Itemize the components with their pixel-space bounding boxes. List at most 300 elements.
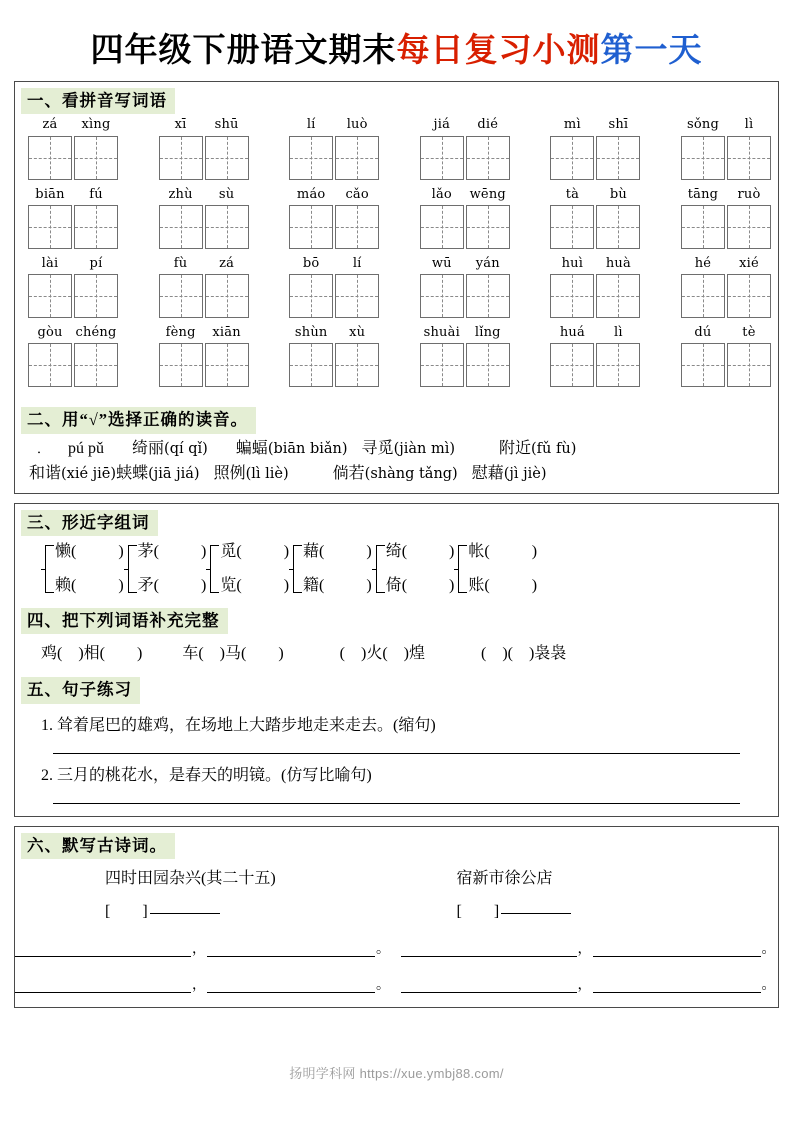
choice-pinyin: pú pǔ xyxy=(68,439,105,457)
pronunciation-choice-line-1 xyxy=(15,436,778,462)
pinyin-word-group xyxy=(288,257,380,318)
section-4-heading: 四、把下列词语补充完整 xyxy=(21,608,228,634)
tianzige-cell[interactable] xyxy=(466,136,510,180)
character-label: 览( xyxy=(220,577,242,595)
tianzige-cell[interactable] xyxy=(596,205,640,249)
pinyin-syllable: tāng xyxy=(687,186,719,202)
pinyin-word-group xyxy=(549,188,641,249)
pinyin-syllable: bù xyxy=(609,186,627,202)
tianzige-cell[interactable] xyxy=(550,274,594,318)
pinyin-syllable: xī xyxy=(174,117,187,133)
pinyin-syllable: fèng xyxy=(165,325,196,341)
tianzige-cell[interactable] xyxy=(289,136,333,180)
tianzige-cell[interactable] xyxy=(681,343,725,387)
similar-character-pair xyxy=(210,544,289,594)
pronunciation-choice-item[interactable] xyxy=(472,461,547,487)
paren-close: ) xyxy=(366,543,372,561)
tianzige-cell[interactable] xyxy=(74,136,118,180)
answer-line[interactable] xyxy=(53,753,740,754)
pinyin-syllable: bō xyxy=(302,255,320,271)
poem-title-right: 宿新市徐公店 xyxy=(456,869,553,887)
tianzige-cell[interactable] xyxy=(596,343,640,387)
similar-character-entry[interactable] xyxy=(138,544,207,560)
tianzige-cell[interactable] xyxy=(550,343,594,387)
tianzige-cell[interactable] xyxy=(159,343,203,387)
tianzige-cell[interactable] xyxy=(205,343,249,387)
tianzige-pair xyxy=(28,343,118,387)
pinyin-label xyxy=(158,188,250,202)
pinyin-syllable: shùn xyxy=(294,325,328,341)
brace-icon xyxy=(45,545,54,593)
similar-character-entry[interactable] xyxy=(386,544,455,560)
pinyin-word-group xyxy=(680,188,772,249)
pinyin-row xyxy=(27,257,772,318)
pronunciation-choice-line-2 xyxy=(15,461,778,493)
character-label: 绮( xyxy=(385,543,408,561)
tianzige-cell[interactable] xyxy=(74,205,118,249)
poem-answer-blank[interactable] xyxy=(15,992,191,993)
comma-mark: ， xyxy=(192,977,206,993)
tianzige-cell[interactable] xyxy=(596,274,640,318)
pinyin-label xyxy=(680,326,772,340)
section-1-heading: 一、看拼音写词语 xyxy=(21,88,175,114)
pinyin-label xyxy=(158,118,250,132)
pinyin-label xyxy=(27,188,119,202)
tianzige-pair xyxy=(420,343,510,387)
pinyin-syllable: lì xyxy=(614,325,623,341)
tianzige-cell[interactable] xyxy=(289,343,333,387)
tianzige-pair xyxy=(550,205,640,249)
similar-character-entry[interactable] xyxy=(468,544,537,560)
poem-answer-blank[interactable] xyxy=(15,956,191,957)
poem-answer-blank[interactable] xyxy=(593,956,761,957)
tianzige-cell[interactable] xyxy=(28,136,72,180)
similar-character-entry[interactable] xyxy=(138,578,207,594)
tianzige-cell[interactable] xyxy=(420,343,464,387)
pronunciation-choice-item[interactable] xyxy=(116,461,200,487)
page-title-red-segment: 每日复习小测 xyxy=(396,33,601,69)
tianzige-pair xyxy=(420,205,510,249)
pinyin-syllable: shū xyxy=(214,117,239,133)
choice-pinyin: (jiàn mì) xyxy=(393,440,455,457)
pinyin-word-group xyxy=(27,188,119,249)
tianzige-cell[interactable] xyxy=(28,343,72,387)
tianzige-cell[interactable] xyxy=(681,274,725,318)
tianzige-cell[interactable] xyxy=(550,205,594,249)
tianzige-cell[interactable] xyxy=(159,274,203,318)
pinyin-writing-area xyxy=(15,116,778,401)
section-6-heading: 六、默写古诗词。 xyxy=(21,833,175,859)
character-label: 觅( xyxy=(220,543,242,561)
complete-word-item[interactable]: 车( )马( ) xyxy=(182,645,284,663)
similar-character-entry[interactable] xyxy=(303,578,372,594)
pinyin-syllable: lǐng xyxy=(474,325,501,341)
tianzige-pair xyxy=(681,274,771,318)
tianzige-cell[interactable] xyxy=(420,205,464,249)
pronunciation-choice-item[interactable] xyxy=(499,436,576,462)
pinyin-syllable: xìng xyxy=(81,117,111,133)
brace-icon xyxy=(128,545,137,593)
paren-close: ) xyxy=(283,577,290,595)
pinyin-label xyxy=(419,118,511,132)
pinyin-syllable: lí xyxy=(352,255,362,271)
character-label: 藉( xyxy=(303,543,325,561)
tianzige-pair xyxy=(681,136,771,180)
pronunciation-choice-item[interactable] xyxy=(333,461,458,487)
tianzige-pair xyxy=(159,343,249,387)
poem-answer-blank[interactable] xyxy=(401,992,577,993)
similar-character-entry[interactable] xyxy=(386,578,455,594)
choice-pinyin: (lì liè) xyxy=(245,466,289,483)
pinyin-syllable: biān xyxy=(35,186,65,202)
choice-pinyin: (jì jiè) xyxy=(503,466,547,483)
pinyin-syllable: jiá xyxy=(433,117,451,133)
paren-close: ) xyxy=(531,543,538,561)
pinyin-word-group xyxy=(27,257,119,318)
section-5-heading: 五、句子练习 xyxy=(21,677,140,703)
brace-icon xyxy=(376,545,385,593)
complete-word-item[interactable]: ( )( )袅袅 xyxy=(480,645,567,663)
exercise-box-three xyxy=(14,826,779,1008)
paren-close: ) xyxy=(449,543,455,561)
similar-character-pair xyxy=(128,544,207,594)
pinyin-label xyxy=(549,326,641,340)
pinyin-word-group xyxy=(27,326,119,387)
similar-character-pair xyxy=(45,544,124,594)
pronunciation-choice-item[interactable] xyxy=(132,436,208,462)
similar-character-pair xyxy=(458,544,537,594)
choice-word: 倘若 xyxy=(332,465,365,483)
pinyin-syllable: gòu xyxy=(37,325,63,341)
character-label: 懒( xyxy=(55,543,77,561)
exercise-box-one xyxy=(14,81,779,494)
pinyin-label xyxy=(419,326,511,340)
tianzige-cell[interactable] xyxy=(727,343,771,387)
sentence-exercise-1: 1. 耸着尾巴的雄鸡，在场地上大踏步地走来走去。(缩句) xyxy=(41,716,436,734)
brace-icon xyxy=(293,545,302,593)
pinyin-syllable: dié xyxy=(477,117,499,133)
tianzige-cell[interactable] xyxy=(335,274,379,318)
pinyin-word-group xyxy=(419,118,511,179)
similar-character-entry[interactable] xyxy=(220,578,289,594)
period-mark: 。 xyxy=(376,977,390,993)
pinyin-syllable: lǎo xyxy=(431,186,452,202)
choice-pinyin: (xié jiē) xyxy=(61,466,117,483)
pinyin-syllable: mì xyxy=(563,117,581,133)
choice-word: 蛱蝶 xyxy=(116,465,149,483)
poem-answer-blank[interactable] xyxy=(401,956,577,957)
poem-answer-blank[interactable] xyxy=(207,992,375,993)
tianzige-cell[interactable] xyxy=(550,136,594,180)
page-title-blue-segment: 第一天 xyxy=(600,33,703,69)
section-2-heading: 二、用“√”选择正确的读音。 xyxy=(21,407,256,433)
pinyin-label xyxy=(288,118,380,132)
pinyin-syllable: shī xyxy=(608,117,629,133)
pinyin-syllable: huì xyxy=(561,255,584,271)
tianzige-pair xyxy=(420,136,510,180)
tianzige-cell[interactable] xyxy=(727,136,771,180)
paren-close: ) xyxy=(201,543,207,561)
exercise-box-two xyxy=(14,503,779,817)
comma-mark: ， xyxy=(577,941,592,957)
pinyin-word-group xyxy=(680,326,772,387)
pinyin-syllable: wēng xyxy=(469,186,506,202)
pinyin-label xyxy=(288,188,380,202)
page-title-black-segment: 四年级下册语文期末 xyxy=(90,33,397,69)
pinyin-label xyxy=(419,188,511,202)
choice-word: 慰藉 xyxy=(471,465,504,483)
paren-close: ) xyxy=(283,543,290,561)
pinyin-syllable: xiān xyxy=(212,325,241,341)
character-label: 茅( xyxy=(137,543,160,561)
pinyin-label xyxy=(419,257,511,271)
poem-answer-blank[interactable] xyxy=(207,956,375,957)
poem-author-bracket-left[interactable]: [ ] xyxy=(105,902,148,920)
pinyin-word-group xyxy=(158,257,250,318)
choice-word: 绮丽 xyxy=(132,439,165,457)
pinyin-label xyxy=(680,188,772,202)
brace-icon xyxy=(210,545,219,593)
pinyin-row xyxy=(27,118,772,179)
pinyin-word-group xyxy=(419,188,511,249)
tianzige-pair xyxy=(28,205,118,249)
poem-title-left: 四时田园杂兴(其二十五) xyxy=(105,869,276,887)
poem-answer-row xyxy=(15,957,778,993)
tianzige-cell[interactable] xyxy=(159,136,203,180)
pinyin-syllable: yán xyxy=(475,255,500,271)
complete-word-item[interactable]: ( )火( )煌 xyxy=(339,645,425,663)
sentence-exercise-2: 2. 三月的桃花水，是春天的明镜。(仿写比喻句) xyxy=(41,766,372,784)
pinyin-syllable: huá xyxy=(559,325,585,341)
paren-close: ) xyxy=(366,577,372,595)
pinyin-syllable: hé xyxy=(694,255,712,271)
pinyin-syllable: tè xyxy=(742,325,756,341)
pinyin-syllable: fù xyxy=(173,255,188,271)
poem-author-rule[interactable] xyxy=(150,913,220,914)
pinyin-syllable: fú xyxy=(89,186,103,202)
paren-close: ) xyxy=(118,543,124,561)
tianzige-pair xyxy=(550,136,640,180)
pinyin-syllable: sǒng xyxy=(686,117,719,133)
tianzige-pair xyxy=(28,274,118,318)
choice-word: 照例 xyxy=(213,465,246,483)
character-label: 赖( xyxy=(55,577,77,595)
similar-character-entry[interactable] xyxy=(468,578,537,594)
pinyin-word-group xyxy=(288,326,380,387)
similar-character-pair xyxy=(376,544,455,594)
character-label: 帐( xyxy=(468,543,490,561)
choice-pinyin: (fǔ fù) xyxy=(531,440,577,457)
paren-close: ) xyxy=(201,577,207,595)
pinyin-label xyxy=(288,326,380,340)
tianzige-cell[interactable] xyxy=(727,205,771,249)
pinyin-syllable: sù xyxy=(218,186,235,202)
pinyin-word-group xyxy=(680,118,772,179)
pinyin-syllable: luò xyxy=(346,117,368,133)
poem-author-row xyxy=(15,888,778,921)
tianzige-cell[interactable] xyxy=(335,205,379,249)
pinyin-label xyxy=(27,118,119,132)
brace-icon xyxy=(458,545,467,593)
tianzige-cell[interactable] xyxy=(420,274,464,318)
paren-close: ) xyxy=(118,577,124,595)
pinyin-label xyxy=(549,188,641,202)
similar-character-entry[interactable] xyxy=(55,544,124,560)
pronunciation-choice-item[interactable] xyxy=(68,436,104,462)
character-label: 矛( xyxy=(137,577,160,595)
pinyin-syllable: shuài xyxy=(423,325,460,341)
tianzige-pair xyxy=(420,274,510,318)
tianzige-pair xyxy=(159,136,249,180)
tianzige-pair xyxy=(550,343,640,387)
tianzige-cell[interactable] xyxy=(335,136,379,180)
pinyin-word-group xyxy=(549,118,641,179)
pinyin-syllable: wū xyxy=(431,255,452,271)
choice-pinyin: (qí qǐ) xyxy=(164,440,208,457)
period-mark: 。 xyxy=(761,977,776,993)
poem-answer-row xyxy=(15,921,778,957)
pinyin-word-group xyxy=(158,326,250,387)
choice-pinyin: (biān biǎn) xyxy=(267,440,348,457)
tianzige-cell[interactable] xyxy=(335,343,379,387)
tianzige-cell[interactable] xyxy=(74,343,118,387)
period-mark: 。 xyxy=(761,941,776,957)
tianzige-cell[interactable] xyxy=(74,274,118,318)
pinyin-syllable: zhù xyxy=(168,186,193,202)
poem-title-row xyxy=(15,861,778,888)
pinyin-word-group xyxy=(419,257,511,318)
pinyin-label xyxy=(680,118,772,132)
pinyin-syllable: pí xyxy=(89,255,103,271)
tianzige-pair xyxy=(289,343,379,387)
choice-word: 寻觅 xyxy=(361,439,394,457)
choice-word: 附近 xyxy=(499,439,532,457)
tianzige-cell[interactable] xyxy=(205,136,249,180)
tianzige-cell[interactable] xyxy=(28,274,72,318)
pinyin-syllable: lài xyxy=(41,255,59,271)
pinyin-label xyxy=(158,326,250,340)
tianzige-cell[interactable] xyxy=(466,274,510,318)
tianzige-pair xyxy=(289,205,379,249)
pinyin-label xyxy=(158,257,250,271)
paren-close: ) xyxy=(531,577,538,595)
tianzige-pair xyxy=(681,205,771,249)
tianzige-cell[interactable] xyxy=(681,136,725,180)
similar-character-row xyxy=(15,538,778,602)
pinyin-syllable: ruò xyxy=(737,186,761,202)
similar-character-entry[interactable] xyxy=(55,578,124,594)
comma-mark: ， xyxy=(192,941,206,957)
answer-line[interactable] xyxy=(53,803,740,804)
pinyin-syllable: lí xyxy=(306,117,316,133)
pinyin-syllable: lì xyxy=(744,117,754,133)
pinyin-row xyxy=(27,326,772,387)
character-label: 账( xyxy=(468,577,490,595)
tianzige-cell[interactable] xyxy=(205,274,249,318)
pinyin-word-group xyxy=(549,257,641,318)
tianzige-cell[interactable] xyxy=(28,205,72,249)
pronunciation-choice-item[interactable] xyxy=(214,461,289,487)
pronunciation-choice-item[interactable] xyxy=(236,436,348,462)
pronunciation-choice-item[interactable] xyxy=(362,436,455,462)
pinyin-label xyxy=(680,257,772,271)
choice-pinyin: (jiā jiá) xyxy=(148,466,200,483)
tianzige-cell[interactable] xyxy=(289,274,333,318)
tianzige-cell[interactable] xyxy=(159,205,203,249)
pinyin-word-group xyxy=(288,188,380,249)
pinyin-syllable: huà xyxy=(605,255,631,271)
pinyin-word-group xyxy=(288,118,380,179)
period-mark: 。 xyxy=(376,941,390,957)
pinyin-label xyxy=(27,257,119,271)
pinyin-word-group xyxy=(419,326,511,387)
poem-author-bracket-right[interactable]: [ ] xyxy=(456,902,500,920)
character-label: 倚( xyxy=(385,577,408,595)
pinyin-word-group xyxy=(27,118,119,179)
poem-answer-blank[interactable] xyxy=(593,992,761,993)
pinyin-row xyxy=(27,188,772,249)
pinyin-syllable: máo xyxy=(296,186,326,202)
pinyin-syllable: zá xyxy=(219,255,235,271)
pinyin-syllable: xié xyxy=(739,255,759,271)
similar-character-entry[interactable] xyxy=(220,544,289,560)
tianzige-cell[interactable] xyxy=(205,205,249,249)
pinyin-label xyxy=(27,326,119,340)
tianzige-cell[interactable] xyxy=(466,205,510,249)
pinyin-syllable: xù xyxy=(349,325,366,341)
tianzige-pair xyxy=(159,205,249,249)
lead-dot: ． xyxy=(37,440,51,456)
character-label: 籍( xyxy=(303,577,325,595)
tianzige-cell[interactable] xyxy=(681,205,725,249)
tianzige-pair xyxy=(159,274,249,318)
pinyin-syllable: chéng xyxy=(75,325,117,341)
choice-word: 和谐 xyxy=(29,465,62,483)
poem-author-rule[interactable] xyxy=(501,913,571,914)
page-title xyxy=(0,0,793,81)
pronunciation-choice-item[interactable] xyxy=(29,461,116,487)
pinyin-syllable: zá xyxy=(42,117,58,133)
complete-word-item[interactable]: 鸡( )相( ) xyxy=(41,645,143,663)
tianzige-cell[interactable] xyxy=(596,136,640,180)
watermark: 扬明学科网 https://xue.ymbj88.com/ xyxy=(289,1066,504,1081)
complete-words-line xyxy=(15,636,778,671)
pinyin-syllable: cǎo xyxy=(345,186,369,202)
tianzige-pair xyxy=(681,343,771,387)
section-3-heading: 三、形近字组词 xyxy=(21,510,158,536)
tianzige-pair xyxy=(28,136,118,180)
tianzige-cell[interactable] xyxy=(727,274,771,318)
tianzige-pair xyxy=(550,274,640,318)
paren-close: ) xyxy=(449,577,455,595)
pinyin-label xyxy=(549,118,641,132)
pinyin-word-group xyxy=(680,257,772,318)
tianzige-cell[interactable] xyxy=(289,205,333,249)
pinyin-syllable: tà xyxy=(565,186,580,202)
pinyin-syllable: dú xyxy=(694,325,712,341)
pinyin-label xyxy=(549,257,641,271)
pinyin-label xyxy=(288,257,380,271)
pinyin-word-group xyxy=(549,326,641,387)
pinyin-word-group xyxy=(158,118,250,179)
tianzige-cell[interactable] xyxy=(420,136,464,180)
similar-character-pair xyxy=(293,544,372,594)
comma-mark: ， xyxy=(577,977,592,993)
tianzige-pair xyxy=(289,136,379,180)
tianzige-cell[interactable] xyxy=(466,343,510,387)
similar-character-entry[interactable] xyxy=(303,544,372,560)
pinyin-word-group xyxy=(158,188,250,249)
